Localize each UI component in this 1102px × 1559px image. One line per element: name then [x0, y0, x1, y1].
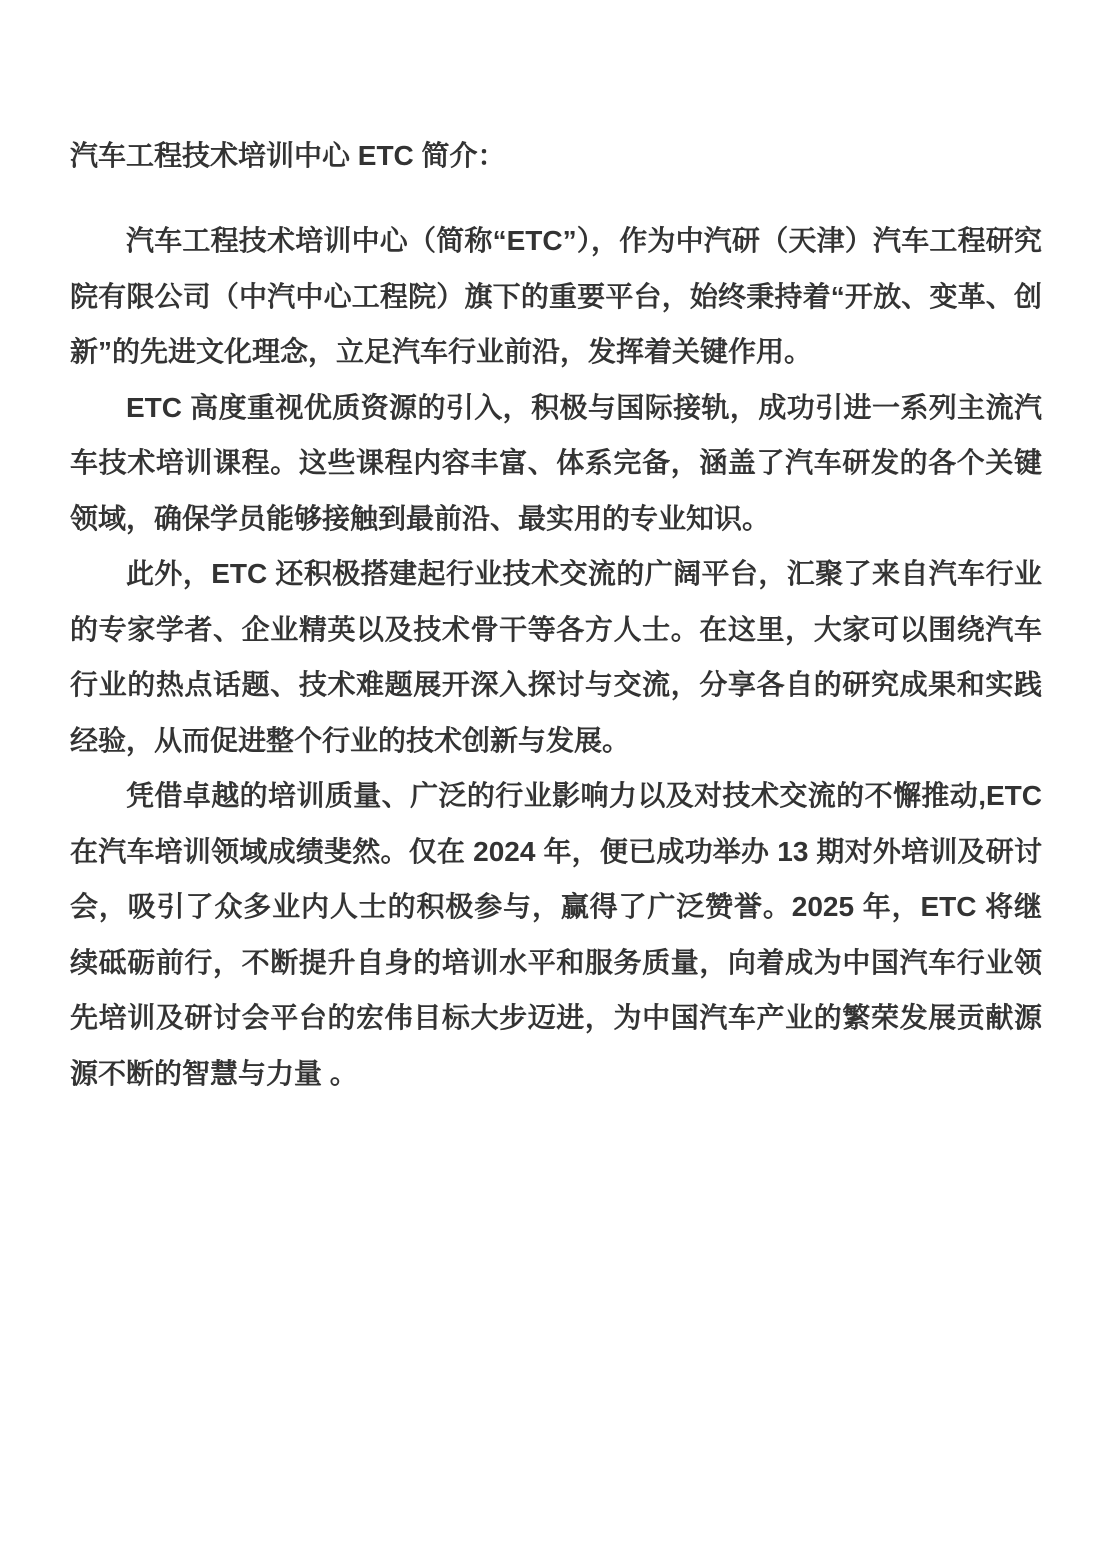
paragraph-exchange-platform: 此外，ETC 还积极搭建起行业技术交流的广阔平台，汇聚了来自汽车行业的专家学者、企业精英以及技术骨干等各方人士。在这里，大家可以围绕汽车行业的热点话题、技术难题展开深入探讨与交流，分享各自的研究成果和实践经验，从而促进整个行业的技术创新与发展。 [70, 558, 1042, 756]
paragraph-resources: ETC 高度重视优质资源的引入，积极与国际接轨，成功引进一系列主流汽车技术培训课程。这些课程内容丰富、体系完备，涵盖了汽车研发的各个关键领域，确保学员能够接触到最前沿、最实用的专业知识。 [70, 391, 1042, 534]
paragraph-achievements: 凭借卓越的培训质量、广泛的行业影响力以及对技术交流的不懈推动,ETC 在汽车培训领域成绩斐然。仅在 2024 年，便已成功举办 13 期对外培训及研讨会，吸引了众多业内人士的积极参与，赢得了广泛赞誉。2025 年，ETC 将继续砥砺前行，不断提升自身的培训水平和服务质量，向着成为中国汽车行业领先培训及研讨会平台的宏伟目标大步迈进，为中国汽车产业的繁荣发展贡献源源不断的智慧与力量 。 [70, 780, 1042, 1089]
page-title: 汽车工程技术培训中心 ETC 简介： [70, 140, 506, 171]
paragraph-intro: 汽车工程技术培训中心（简称“ETC”），作为中汽研（天津）汽车工程研究院有限公司（中汽中心工程院）旗下的重要平台，始终秉持着“开放、变革、创新”的先进文化理念，立足汽车行业前沿，发挥着关键作用。 [70, 225, 1042, 367]
document-content [70, 128, 1042, 1101]
